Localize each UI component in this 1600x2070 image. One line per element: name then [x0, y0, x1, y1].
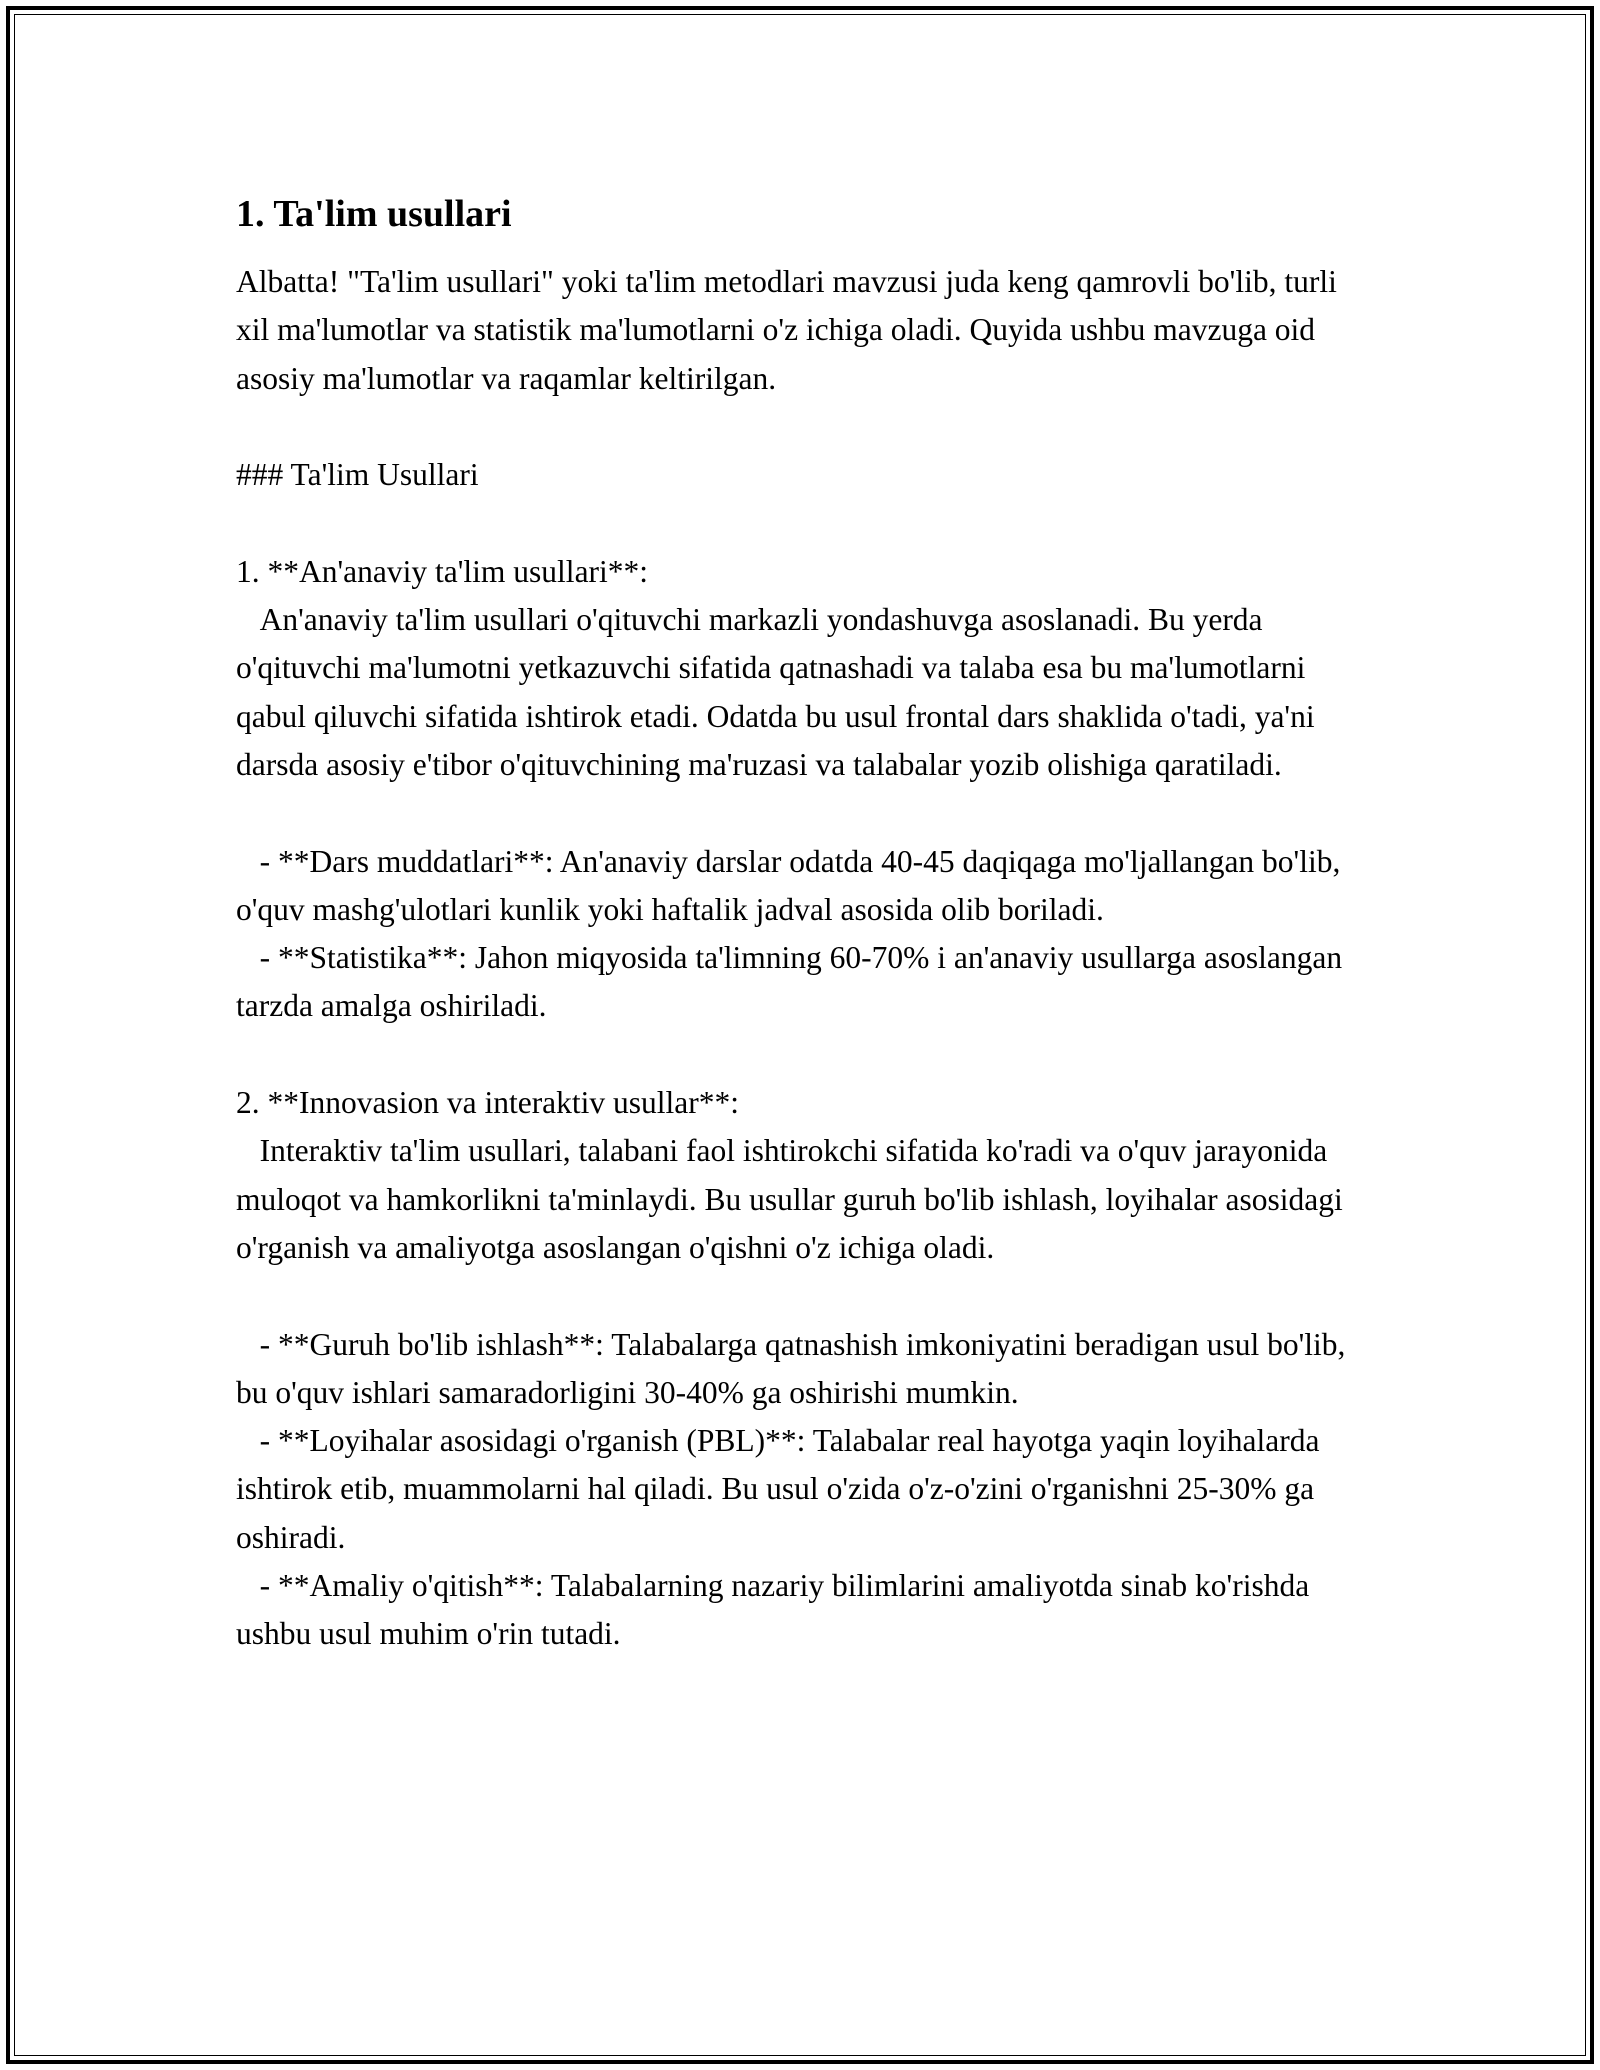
spacer: [236, 789, 1366, 837]
bullet-group-work: - **Guruh bo'lib ishlash**: Talabalarga qatnashish imkoniyatini beradigan usul bo'lib, bu o'quv ishlari samaradorligini 30-40% ga oshirishi mumkin.: [236, 1326, 1354, 1410]
section-paragraph: Interaktiv ta'lim usullari, talabani faol ishtirokchi sifatida ko'radi va o'quv jarayonida muloqot va hamkorlikni ta'minlaydi. Bu usullar guruh bo'lib ishlash, loyihalar asosidagi o'rganish va amaliyotga asoslangan o'qishni o'z ichiga oladi.: [236, 1133, 1351, 1265]
spacer: [236, 403, 1366, 451]
bullet-project-based-learning: - **Loyihalar asosidagi o'rganish (PBL)**: Talabalar real hayotga yaqin loyihalarda ishtirok etib, muammolarni hal qiladi. Bu usul o'zida o'z-o'zini o'rganishni 25-30% ga oshiradi.: [236, 1423, 1328, 1555]
document-body: [236, 188, 1366, 1659]
section-paragraph: An'anaviy ta'lim usullari o'qituvchi markazli yondashuvga asoslanadi. Bu yerda o'qituvchi ma'lumotni yetkazuvchi sifatida qatnashadi va talaba esa bu ma'lumotlarni qabul qiluvchi sifatida ishtirok etadi. Odatda bu usul frontal dars shaklida o'tadi, ya'ni darsda asosiy e'tibor o'qituvchining ma'ruzasi va talabalar yozib olishiga qaratiladi.: [236, 602, 1323, 782]
intro-paragraph: Albatta! "Ta'lim usullari" yoki ta'lim metodlari mavzusi juda keng qamrovli bo'lib, turli xil ma'lumotlar va statistik ma'lumotlarni o'z ichiga oladi. Quyida ushbu mavzuga oid asosiy ma'lumotlar va raqamlar keltirilgan.: [236, 264, 1345, 396]
subheading: ### Ta'lim Usullari: [236, 457, 479, 493]
section-title: 1. **An'anaviy ta'lim usullari**:: [236, 553, 649, 589]
document-title: 1. Ta'lim usullari: [236, 193, 512, 235]
section-traditional-methods: [236, 548, 1366, 1031]
spacer: [236, 499, 1366, 547]
spacer: [236, 1272, 1366, 1320]
spacer: [236, 240, 1366, 258]
section-interactive-methods: [236, 1079, 1366, 1659]
bullet-lesson-duration: - **Dars muddatlari**: An'anaviy darslar odatda 40-45 daqiqaga mo'ljallangan bo'lib, o'quv mashg'ulotlari kunlik yoki haftalik jadval asosida olib boriladi.: [236, 843, 1349, 927]
section-title: 2. **Innovasion va interaktiv usullar**:: [236, 1085, 740, 1121]
bullet-practical-teaching: - **Amaliy o'qitish**: Talabalarning nazariy bilimlarini amaliyotda sinab ko'rishda ushbu usul muhim o'rin tutadi.: [236, 1568, 1318, 1652]
bullet-statistics: - **Statistika**: Jahon miqyosida ta'limning 60-70% i an'anaviy usullarga asoslangan tarzda amalga oshiriladi.: [236, 940, 1350, 1024]
spacer: [236, 1031, 1366, 1079]
